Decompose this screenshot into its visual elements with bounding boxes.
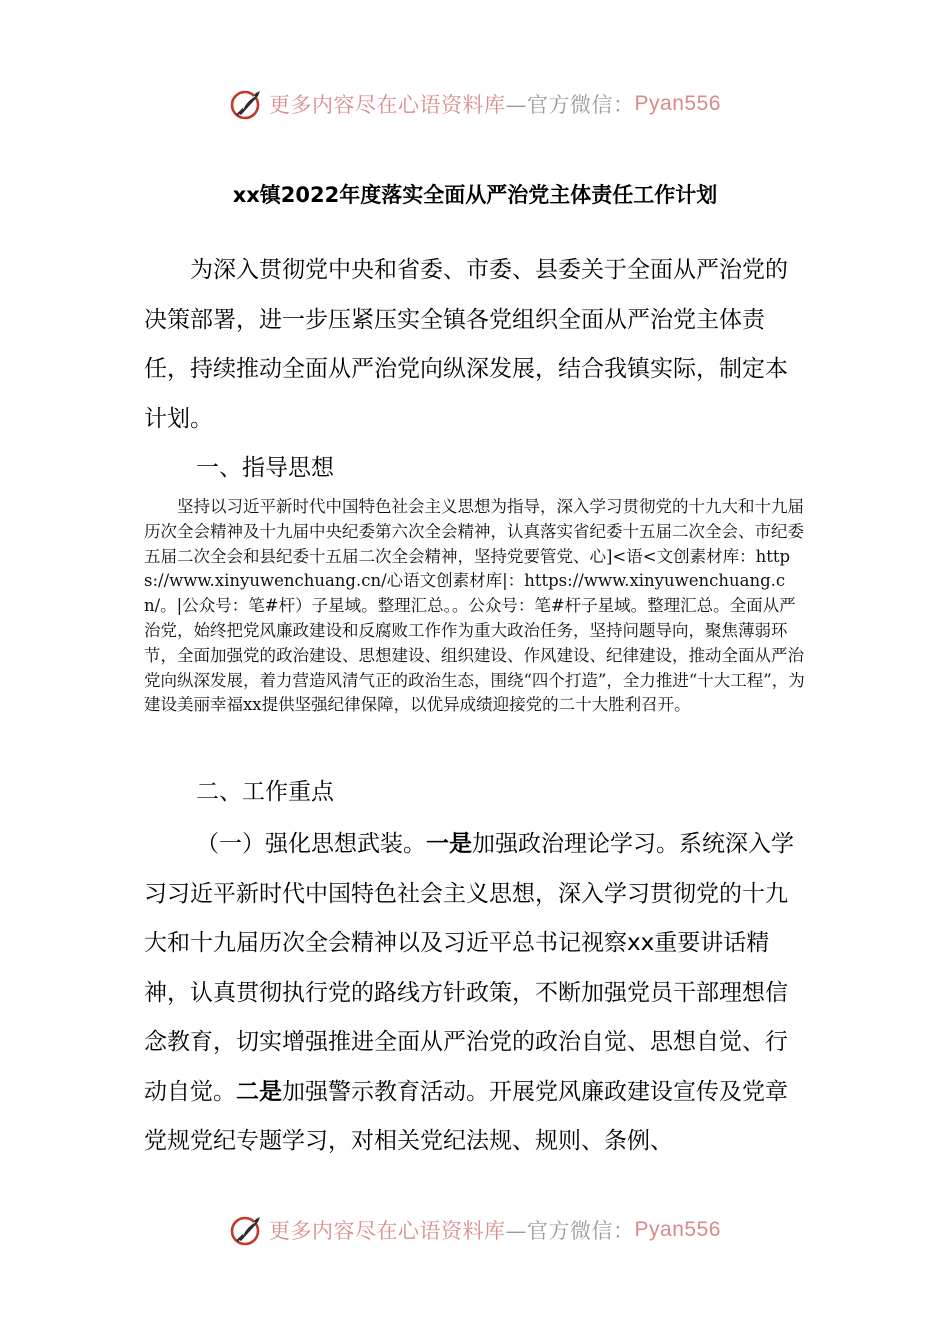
header-watermark-banner <box>0 84 950 124</box>
document-title: xx镇2022年度落实全面从严治党主体责任工作计划 <box>232 183 718 207</box>
quill-pen-logo-icon <box>229 1212 265 1248</box>
item-1-lead: （一）强化思想武装。 <box>196 831 426 857</box>
second-point-label: 二是 <box>236 1078 282 1105</box>
section-heading-guiding-thought: 一、指导思想 <box>196 455 334 481</box>
first-point-text: 加强政治理论学习。系统深入学习习近平新时代中国特色社会主义思想，深入学习贯彻党的十九大和十九届历次全会精神以及习近平总书记视察xx重要讲话精神，认真贯彻执行党的路线方针政策，不断加强党员干部理想信念教育，切实增强推进全面从严治党的政治自觉、思想自觉、行动自觉。 <box>144 831 794 1105</box>
footer-watermark-banner <box>0 1210 950 1250</box>
banner-wechat-id: Pyan556 <box>634 1218 721 1241</box>
first-point-label: 一是 <box>426 831 472 857</box>
banner-site-name: 更多内容尽在心语资料库 <box>269 93 506 117</box>
second-point-text: 加强警示教育活动。开展党风廉政建设宣传及党章党规党纪专题学习，对相关党纪法规、规则、条例、 <box>144 1078 788 1154</box>
guiding-thought-paragraph: 坚持以习近平新时代中国特色社会主义思想为指导，深入学习贯彻党的十九大和十九届历次全会精神及十九届中央纪委第六次全会精神，认真落实省纪委十五届二次全会、市纪委五届二次全会和县纪委十五届二次全会精神，坚持党要管党、心]<语<文创素材库：https://www.xinyuwenchuang.cn/心语文创素材库|：https://www.xinyuwenchuang.cn/。|公众号：笔#杆）子星域。整理汇总。。公众号：笔#杆子星域。整理汇总。全面从严治党，始终把党风廉政建设和反腐败工作作为重大政治任务，坚持问题导向，聚焦薄弱环节，全面加强党的政治建设、思想建设、组织建设、作风建设、纪律建设，推动全面从严治党向纵深发展，着力营造风清气正的政治生态，围绕“四个打造”，全力推进“十大工程”，为建设美丽幸福xx提供坚强纪律保障，以优异成绩迎接党的二十大胜利召开。 <box>144 497 805 715</box>
banner-wechat-label: —官方微信： <box>505 93 635 117</box>
intro-paragraph: 为深入贯彻党中央和省委、市委、县委关于全面从严治党的决策部署，进一步压紧压实全镇各党组织全面从严治党主体责任，持续推动全面从严治党向纵深发展，结合我镇实际，制定本计划。 <box>144 257 788 432</box>
banner-wechat-id: Pyan556 <box>634 92 721 115</box>
quill-pen-logo-icon <box>229 86 265 122</box>
banner-wechat-label: —官方微信： <box>505 1219 635 1243</box>
section-heading-work-focus: 二、工作重点 <box>196 779 334 805</box>
banner-site-name: 更多内容尽在心语资料库 <box>269 1219 506 1243</box>
work-focus-item-1-paragraph <box>144 820 808 1167</box>
